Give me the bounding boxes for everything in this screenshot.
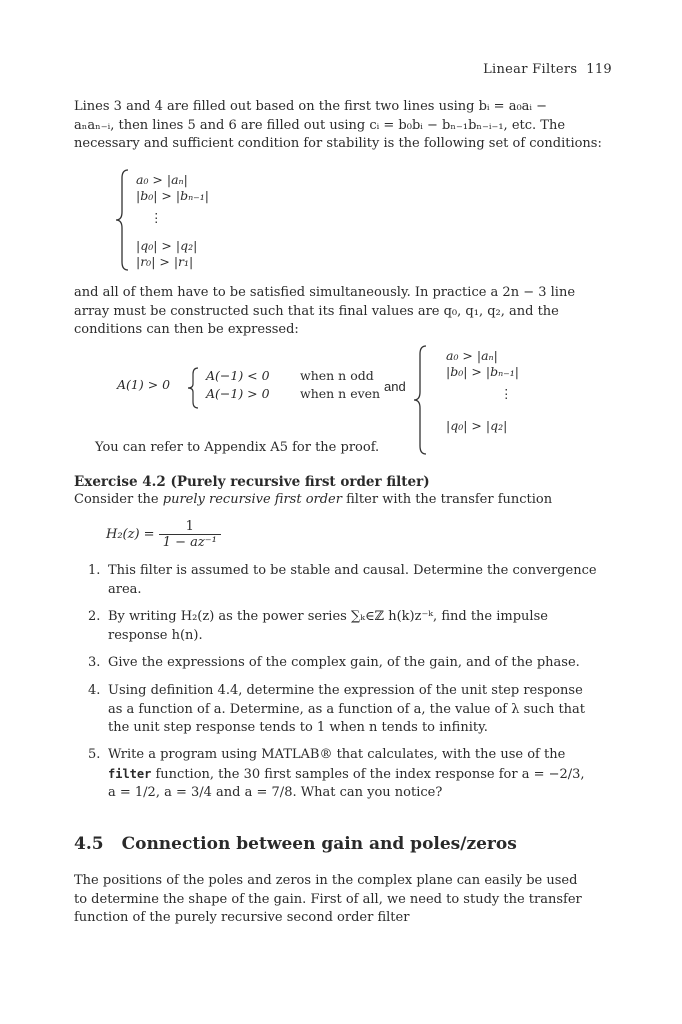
condition-line: a₀ > |aₙ|: [446, 348, 498, 363]
right-brace: [412, 344, 430, 456]
intro-text: filter with the transfer function: [341, 492, 553, 507]
left-brace: [114, 168, 134, 272]
condition-vdots: ⋮: [150, 210, 163, 225]
section-heading: [74, 834, 517, 854]
exercise-title: Exercise 4.2 (Purely recursive first order filter): [74, 474, 430, 490]
list-text: [108, 608, 608, 645]
condition-line: |q₀| > |q₂|: [136, 238, 198, 253]
list-line: By writing H₂(z) as the power series ∑ₖ∈ℤ h(k)z⁻ᵏ, find the impulse: [108, 609, 548, 624]
appendix-reference: You can refer to Appendix A5 for the proof.: [95, 440, 380, 455]
list-line: as a function of a. Determine, as a function of a, the value of λ such that: [108, 701, 586, 717]
condition-a1: A(1) > 0: [117, 377, 171, 392]
case-brace: [186, 366, 202, 410]
list-number: 5.: [88, 747, 101, 762]
paragraph-line: array must be constructed such that its final values are q₀, q₁, q₂, and the: [74, 303, 559, 319]
list-line: Give the expressions of the complex gain, of the gain, and of the phase.: [108, 655, 580, 670]
paragraph-line: aₙaₙ₋ᵢ, then lines 5 and 6 are filled out using cᵢ = b₀bᵢ − bₙ₋₁bₙ₋ᵢ₋₁, etc. The: [74, 117, 566, 133]
running-title: Linear Filters: [483, 62, 578, 77]
transfer-function-fraction: [159, 519, 221, 550]
list-text: [108, 562, 608, 599]
list-line: area.: [108, 581, 142, 597]
list-line: [108, 765, 608, 785]
list-number: 4.: [88, 683, 101, 698]
list-line: the unit step response tends to 1 when n tends to infinity.: [108, 720, 488, 735]
list-text: [108, 682, 608, 738]
transfer-function-lhs: H₂(z) =: [106, 527, 155, 542]
list-line: Write a program using MATLAB® that calculates, with the use of the: [108, 747, 566, 762]
section-title: Connection between gain and poles/zeros: [121, 834, 517, 854]
case-even-expr: A(−1) > 0: [206, 386, 270, 401]
running-header: [483, 62, 612, 77]
list-number: 2.: [88, 609, 101, 624]
paragraph-line: necessary and sufficient condition for stability is the following set of conditions:: [74, 136, 602, 151]
exercise-intro: [74, 492, 552, 507]
fraction-denominator: 1 − az⁻¹: [162, 535, 217, 550]
case-odd-expr: A(−1) < 0: [206, 368, 270, 383]
paragraph-intro: [74, 98, 610, 154]
paragraph-line: and all of them have to be satisfied simultaneously. In practice a 2n − 3 line: [74, 285, 576, 300]
condition-line: |q₀| > |q₂|: [446, 418, 508, 433]
list-line: a = 1/2, a = 3/4 and a = 7/8. What can you notice?: [108, 785, 443, 800]
intro-text: Consider the: [74, 492, 163, 507]
paragraph-line: to determine the shape of the gain. First of all, we need to study the transfer: [74, 891, 582, 907]
condition-line: a₀ > |aₙ|: [136, 172, 188, 187]
paragraph-array: [74, 284, 610, 340]
section-number: 4.5: [74, 834, 104, 854]
list-line-text: function, the 30 first samples of the index response for a = −2/3,: [151, 766, 585, 782]
list-line: response h(n).: [108, 627, 203, 643]
page-number: 119: [586, 62, 612, 77]
list-number: 3.: [88, 655, 101, 670]
list-text: [108, 654, 608, 673]
paragraph-line: Lines 3 and 4 are filled out based on the first two lines using bᵢ = a₀aᵢ −: [74, 99, 548, 114]
and-word: and: [384, 379, 406, 394]
condition-vdots: ⋮: [500, 386, 513, 401]
transfer-function: [106, 519, 221, 550]
list-number: 1.: [88, 563, 101, 578]
list-line: This filter is assumed to be stable and causal. Determine the convergence: [108, 563, 597, 578]
fraction-numerator: 1: [159, 519, 221, 535]
condition-line: |b₀| > |bₙ₋₁|: [136, 188, 209, 203]
paragraph-line: conditions can then be expressed:: [74, 322, 299, 337]
paragraph-line: The positions of the poles and zeros in the complex plane can easily be used: [74, 873, 578, 888]
code-keyword: filter: [108, 766, 152, 781]
condition-line: |r₀| > |r₁|: [136, 254, 194, 269]
paragraph-line: function of the purely recursive second order filter: [74, 910, 410, 925]
paragraph-section: [74, 872, 610, 928]
condition-line: |b₀| > |bₙ₋₁|: [446, 364, 519, 379]
case-even-when: when n even: [300, 386, 381, 401]
case-odd-when: when n odd: [300, 368, 374, 383]
list-text: [108, 746, 608, 803]
intro-emphasis: purely recursive first order: [162, 492, 342, 507]
list-line: Using definition 4.4, determine the expression of the unit step response: [108, 683, 583, 698]
